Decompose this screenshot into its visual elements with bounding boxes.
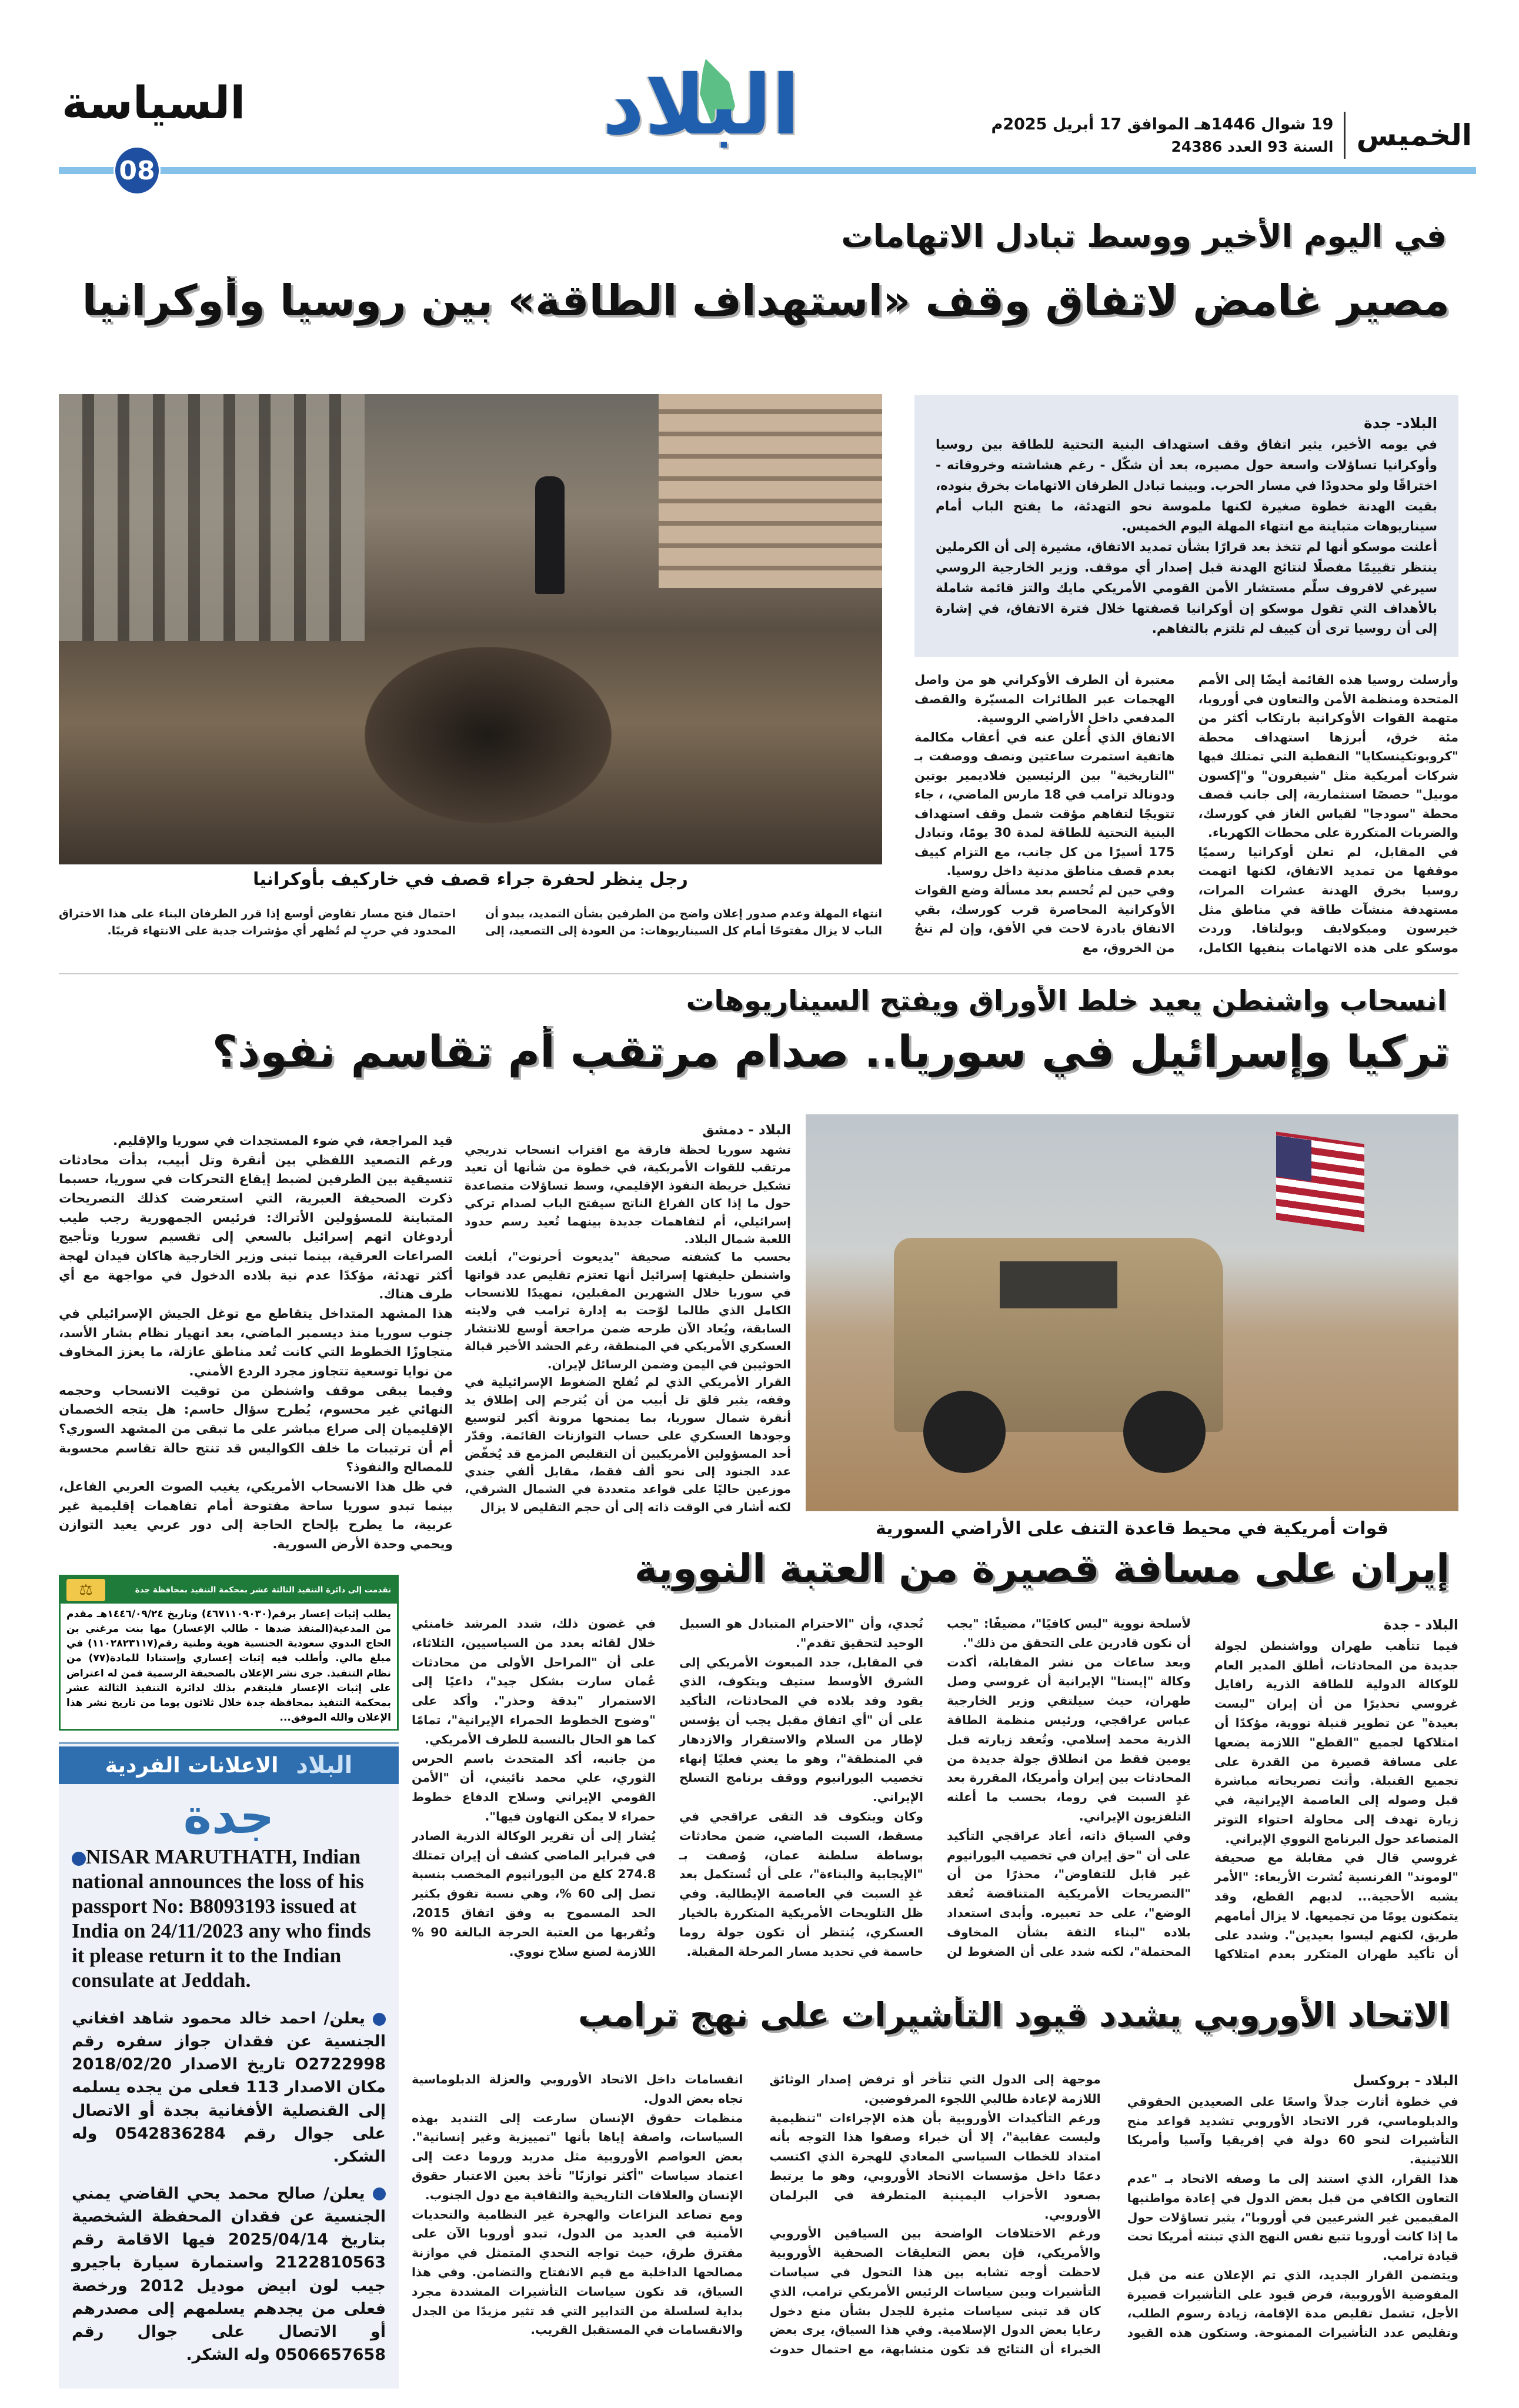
classifieds-header xyxy=(59,1746,399,1784)
article2-photo xyxy=(806,1114,1458,1511)
paragraph: ورغم التأكيدات الأوروبية بأن هذه الإجراءات "تنظيمية وليست عقابية"، إلا أن خبراء وصفوا هذا التوجه بأنه امتداد للخطاب السياسي المعادي للهجرة الذي اكتسب دعمًا داخل مؤسسات الاتحاد الأوروبي، وهو ما يرتبط بصعود الأحزاب اليمينية المتطرفة في البرلمان الأوروبي. xyxy=(769,2110,1101,2222)
classifieds-logo: البلاد xyxy=(296,1752,353,1779)
article1-photo xyxy=(59,394,882,864)
paragraph: في المقابل، لم تعلن أوكرانيا رسميًا موقفها من تمديد الاتفاق، لكنها اتهمت روسيا بخرق الهدنة عشرات المرات، مستهدفة منشآت طاقة في مناطق مثل خيرسون وميكولايف وبولتافا. وردت موسكو على هذه الاتهامات بنفيها الكامل، معتبرة أن الطرف الأوكراني هو من واصل الهجمات عبر الطائرات المسيّرة والقصف المدفعي داخل الأراضي الروسية. xyxy=(914,673,1458,955)
page-number: 08 xyxy=(119,155,155,186)
court-notice-title-bar xyxy=(61,1577,397,1604)
paragraph: الاتفاق الذي أُعلن عنه في أعقاب مكالمة هاتفية استمرت ساعتين ونصف ووصفت بـ "التاريخية" بين الرئيسين فلاديمير بوتين ودونالد ترامب في 18 مارس الماضي، ، جاء تتويجًا لتفاهم مؤقت شمل وقف استهداف البنية التحتية للطاقة لمدة 30 يومًا، وتبادل 175 أسيرًا من كل جانب، مع التزام كييف بعدم قصف مناطق مدنية داخل روسيا. xyxy=(914,730,1175,879)
paragraph: انتهاء المهلة وعدم صدور إعلان واضح من الطرفين بشأن التمديد، يبدو أن الباب لا يزال مفتوحًا أمام كل السيناريوهات: من العودة إلى التصعيد، إلى احتمال فتح مسار تفاوض أوسع إذا قرر الطرفان البناء على هذا الاختراق المحدود في حربٍ لم تُظهر أي مؤشرات جدية على الانتهاء قريبًا. xyxy=(59,907,882,937)
court-notice-ad xyxy=(59,1575,399,1731)
article2-kicker: انسحاب واشنطن يعيد خلط الأوراق ويفتح السيناريوهات xyxy=(686,985,1447,1017)
article4-byline: البلاد - بروكسل xyxy=(1353,2072,1458,2089)
classifieds-city: جدة xyxy=(183,1789,275,1845)
article3-byline: البلاد - جدة xyxy=(1383,1617,1458,1633)
paragraph: قيد المراجعة، في ضوء المستجدات في سوريا والإقليم. xyxy=(113,1134,453,1148)
flag-canton xyxy=(1276,1135,1311,1181)
paragraph: بحسب ما كشفته صحيفة "يديعوت أحرنوت"، أبلغت واشنطن حليفتها إسرائيل أنها تعتزم تقليص عدد قواتها في سوريا خلال الشهرين المقبلين، تمهيدًا للانسحاب الكامل الذي طالما لوّحت به إدارة ترامب في ولايته السابقة، ويُعاد الآن طرحه ضمن مراجعة أوسع للانتشار العسكري الأمريكي في المنطقة، رغم الحشد الأخير قبالة الحوثيين في اليمن وضمن الرسائل لإيران. xyxy=(465,1250,791,1371)
logo-text: البلاد xyxy=(602,58,800,153)
article3-headline: إيران على مسافة قصيرة من العتبة النووية xyxy=(634,1545,1450,1591)
paragraph: القرار الأمريكي الذي لم تُفلح الضغوط الإسرائيلية في وقفه، يثير قلق تل أبيب من أن يُترجم إلى إطلاق يد أنقرة شمال سوريا، بما يمنحها مرونة أكبر لتوسيع وجودها العسكري على حساب التوازنات القائمة. وقدّر أحد المسؤولين الأمريكيين أن التقليص المزمع قد يُخفّض عدد الجنود إلى نحو ألف فقط، مقابل ألفي جندي موزعين حاليًا على قواعد متعددة في الشمال الشرقي، لكنه أشار في الوقت ذاته إلى أن حجم التقليص لا يزال xyxy=(465,1375,791,1514)
bullet-icon xyxy=(373,2013,386,2026)
paragraph: وبعد ساعات من نشر المقابلة، أكدت وكالة "إيسنا" الإيرانية أن غروسي وصل طهران، حيث سيلتقي وزير الخارجية عباس عراقجي، ورئيس منظمة الطاقة الذرية محمد إسلامي. وتُعقد زيارته قبل يومين فقط من انطلاق جولة جديدة من المحادثات بين إيران وأمريكا، المقررة بعد غدٍ السبت في روما، بحسب ما أعلنه التلفزيون الإيراني. xyxy=(947,1655,1191,1823)
notice-english xyxy=(59,1845,399,1993)
paragraph: في خطوة أثارت جدلاً واسعًا على الصعيدين الحقوقي والدبلوماسي، قرر الاتحاد الأوروبي تشديد قواعد منح التأشيرات لنحو 60 دولة في إفريقيا وآسيا وأمريكا اللاتينية. xyxy=(1127,2094,1458,2167)
notice-arabic-2 xyxy=(59,2168,399,2366)
paragraph: منظمات حقوق الإنسان سارعت إلى التنديد بهذه السياسات، واصفة إياها بأنها "تمييزية وغير إنسانية". بعض العواصم الأوروبية مثل مدريد وروما دعت إلى اعتماد سياسات "أكثر توازنًا" تأخذ بعين الاعتبار حقوق الإنسان والعلاقات التاريخية والثقافية مع دول الجنوب. xyxy=(412,2110,743,2202)
article2-headline: تركيا وإسرائيل في سوريا.. صدام مرتقب أم تقاسم نفوذ؟ xyxy=(212,1026,1450,1077)
court-notice-text: يطلب إثبات إعسار برقم(٤٦٧١١٠٩٠٣٠) وتاريخ ١٤٤٦/٠٩/٢٤هـ مقدم من المدعية(المنفذ ضدها - طالب الإعسار) مها بنت مرغني بن الحاج البدوي سعودية الجنسية هوية وطنية رقم(١١٠٢٨٢٣١١٧) في مبلغ مالي. وأطلب فيه إثبات إعساري وإستنادا للمادة(٧٧) من نظام التنفيذ. جرى نشر الإعلان بالصحيفة الرسمية فمن له اعتراض على إثبات الإعسار فليتقدم بذلك لدائرة التنفيذ الثالثة عشر بمحكمة التنفيذ بمحافظة جدة خلال ثلاثون يوما من تاريخ نشر هذا الإعلان والله الموفق... xyxy=(66,1608,392,1724)
building-right xyxy=(659,394,882,588)
article4-body xyxy=(412,2070,1458,2364)
section-divider xyxy=(59,973,1458,974)
paragraph: ومع تصاعد النزاعات والهجرة غير النظامية والتحديات الأمنية في العديد من الدول، تبدو أوروبا الآن على مفترق طرق، حيث تواجه التحدي المتمثل في موازنة مصالحها الداخلية مع قيم الانفتاح والتضامن. وفي هذا السياق، قد تكون سياسات التأشيرات المشددة مجرد بداية لسلسلة من التدابير التي قد تثير مزيدًا من الجدل والانقسامات في المستقبل القريب. xyxy=(412,2207,743,2337)
paragraph: وفيما يبقى موقف واشنطن من توقيت الانسحاب وحجمه النهائي غير محسوم، يُطرح سؤال حاسم: هل يتجه الخصمان الإقليميان إلى صراع مباشر على ما تبقى من المشهد السوري؟ أم أن ترتيبات ما خلف الكواليس قد تنتج حالة تقاسم محسوبة للمصالح والنفوذ؟ xyxy=(59,1383,453,1475)
article1-byline: البلاد- جدة xyxy=(1364,415,1437,432)
paragraph: وكان ويتكوف قد التقى عراقجي في مسقط، السبت الماضي، ضمن محادثات بوساطة سلطنة عمان، وُصفت بـ "الإيجابية والبناءة"، على أن تُستكمل بعد غدٍ السبت في العاصمة الإيطالية. وفي ظل التلويحات الأمريكية المتكررة بالخيار العسكري، يُنتظر أن تكون جولة روما حاسمة في تحديد مسار المرحلة المقبلة. xyxy=(679,1809,923,1959)
notice-arabic-1 xyxy=(59,1993,399,2168)
page-number-badge xyxy=(113,146,161,195)
article1-body-continued xyxy=(59,906,882,953)
article1-kicker: في اليوم الأخير ووسط تبادل الاتهامات xyxy=(841,218,1447,255)
newspaper-logo xyxy=(602,58,800,162)
article1-photo-caption: رجل ينظر لحفرة جراء قصف في خاركيف بأوكرانيا xyxy=(253,869,688,890)
classifieds-title: الاعلانات الفردية xyxy=(105,1753,279,1778)
wheel xyxy=(923,1391,1006,1473)
article2-photo-caption: قوات أمريكية في محيط قاعدة التنف على الأراضي السورية xyxy=(875,1518,1389,1539)
paragraph: ويتضمن القرار الجديد، الذي تم الإعلان عنه من قبل المفوضية الأوروبية، فرض قيود على التأشيرات قصيرة الأجل، تشمل تقليص مدة الإقامة، زيادة رسوم الطلب، وتقليص عدد التأشيرات الممنوحة. وستكون هذه القيود موجهة إلى الدول التي تتأخر أو ترفض إصدار الوثائق اللازمة لإعادة طالبي اللجوء المرفوضين. xyxy=(769,2072,1458,2340)
paragraph: هذا القرار، الذي استند إلى ما وصفه الاتحاد بـ "عدم التعاون الكافي من قبل بعض الدول في إعادة مواطنيها المقيمين غير الشرعيين في أوروبا"، يثير تساؤلات حول ما إذا كانت أوروبا تتبع نفس النهج الذي تبنته أمريكا تحت قيادة ترامب. xyxy=(1127,2171,1458,2263)
paragraph: هذا المشهد المتداخل يتقاطع مع توغل الجيش الإسرائيلي في جنوب سوريا منذ ديسمبر الماضي، بعد انهيار نظام بشار الأسد، متجاوزًا الخطوط التي كانت تُعد مناطق عازلة، ما يعزز المخاوف من نوايا توسعية تتجاوز مجرد الردع الأمني. xyxy=(59,1307,453,1380)
article2-byline: البلاد - دمشق xyxy=(702,1123,791,1138)
bullet-icon xyxy=(72,1852,86,1866)
paragraph: يُشار إلى أن تقرير الوكالة الذرية الصادر في فبراير الماضي كشف أن إيران تمتلك 274.8 كلغ من اليورانيوم المخصب بنسبة تصل إلى 60 %، وهي نسبة تفوق بكثير الحد المسموح به وفق اتفاق 2015، وتُقربها من العتبة الحرجة البالغة 90 % اللازمة لصنع سلاح نووي. xyxy=(412,1828,656,1959)
damaged-building xyxy=(59,394,365,641)
notice-arabic-1-text: يعلن/ احمد خالد محمود شاهد افغاني الجنسية عن فقدان جواز سفره رقم O2722998 تاريخ الاصدار 2018/02/20 مكان الاصدار 113 فعلى من يجده يسلمه إلى القنصلية الأفغانية بجدة أو الاتصال على جوال رقم 0542836284 وله الشكر. xyxy=(72,2009,386,2166)
article1-headline: مصير غامض لاتفاق وقف «استهداف الطاقة» بين روسيا وأوكرانيا xyxy=(82,276,1450,326)
paragraph: تشهد سوريا لحظة فارقة مع اقتراب انسحاب تدريجي مرتقب للقوات الأمريكية، في خطوة من شأنها أن تعيد تشكيل خريطة النفوذ الإقليمي، وسط تساؤلات متصاعدة حول ما إذا كان الفراغ الناتج سيفتح الباب لصدام تركي إسرائيلي، أم لتفاهمات جديدة بينهما تُعيد رسم حدود اللعبة شمال البلاد. xyxy=(465,1142,791,1246)
article2-body-continued xyxy=(59,1132,453,1555)
day-label: الخميس xyxy=(1356,118,1472,152)
paragraph: في ظل هذا الانسحاب الأمريكي، يغيب الصوت العربي الفاعل، بينما تبدو سوريا ساحة مفتوحة أمام تفاهمات إقليمية غير عربية، ما يطرح بإلحاح الحاجة إلى دور عربي يعيد التوازن ويحمي وحدة الأرض السورية. xyxy=(59,1479,453,1552)
section-title: السياسة xyxy=(62,76,246,129)
paragraph: في غضون ذلك، شدد المرشد خامنئي خلال لقائه بعدد من السياسيين، الثلاثاء، على أن "المراحل الأولى من محادثات عُمان سارت بشكل جيد"، داعيًا إلى الاستمرار "بدقة وحذر". وأكد على "وضوح الخطوط الحمراء الإيرانية"، تمامًا كما هو الحال بالنسبة للطرف الأمريكي. xyxy=(412,1617,656,1746)
paragraph: من جانبه، أكد المتحدث باسم الحرس الثوري، علي محمد نائيني، أن "الأمن القومي الإيراني وسلاح الدفاع خطوط حمراء لا يمكن التهاون فيها". xyxy=(412,1751,656,1823)
article1-lead xyxy=(936,412,1437,640)
notice-english-text: NISAR MARUTHATH, Indian national announces the loss of his passport No: B8093193 issued at India on 24/11/2023 any who finds it please return it to the Indian consulate at Jeddah. xyxy=(72,1845,371,1992)
classifieds-box xyxy=(59,1742,399,2389)
notice-arabic-2-text: يعلن/ صالح محمد يحي القاضي يمني الجنسية عن فقدان المحفظة الشخصية بتاريخ 2025/04/14 فيها الاقامة رقم 2122810563 واستمارة سيارة باجيرو جيب لون ابيض موديل 2012 ورخصة فعلى من يجدهم يسلمهم إلى مصدرهم أو الاتصال على جوال رقم 0506657658 وله الشكر. xyxy=(72,2184,386,2364)
article2-body xyxy=(465,1120,791,1532)
paragraph: ورغم الاختلافات الواضحة بين السياقين الأوروبي والأمريكي، فإن بعض التعليقات الصحفية الأوروبية لاحظت أوجه تشابه بين هذا التحول في سياسات التأشيرات وبين سياسات الرئيس الأمريكي ترامب، الذي كان قد تبنى سياسات مثيرة للجدل بشأن منع دخول رعايا بعض الدول الإسلامية. وفي هذا السياق، يرى بعض الخبراء أن النتائج قد تكون متشابهة، مع احتمال حدوث انقسامات داخل الاتحاد الأوروبي والعزلة الدبلوماسية تجاه بعض الدول. xyxy=(412,2072,1101,2357)
paragraph: وفي السياق ذاته، أعاد عراقجي التأكيد على أن "حق إيران في تخصيب اليورانيوم غير قابل للتفاوض"، محذرًا من أن "التصريحات الأمريكية المتناقضة تُعقد الوضع"، على حد تعبيره. وأبدى استعداد بلاده "لبناء الثقة بشأن المخاوف المحتملة"، لكنه شدد على أن الضغوط لن تُجدي، وأن "الاحترام المتبادل هو السبيل الوحيد لتحقيق تقدم". xyxy=(679,1617,1191,1959)
article3-body xyxy=(412,1614,1458,1988)
issue-line: السنة 93 العدد 24386 xyxy=(1171,138,1334,155)
crater xyxy=(365,647,612,823)
paragraph: ورغم التصعيد اللفظي بين أنقرة وتل أبيب، بدأت محادثات تنسيقية بين الطرفين لضبط إيقاع التحركات في سوريا، حسبما ذكرت الصحيفة العبرية، التي استعرضت كذلك التصريحات المتباينة للمسؤولين الأتراك: فرئيس الجمهورية رجب طيب أردوغان اتهم إسرائيل بالسعي إلى تقسيم سوريا وتأجيج الصراعات العرقية، بينما تبنى وزير الخارجية هاكان فيدان لهجة أكثر تهدئة، مؤكدًا عدم نية بلاده الدخول في مواجهة مع أي طرف هناك. xyxy=(59,1153,453,1302)
article1-lead-box xyxy=(914,395,1458,657)
header-bar xyxy=(59,167,1476,174)
paragraph: في يومه الأخير، يثير اتفاق وقف استهداف البنية التحتية للطاقة بين روسيا وأوكرانيا تساؤلات واسعة حول مصيره، بعد أن شكّل - رغم هشاشته وخروقاته - اختراقًا ولو محدودًا في مسار الحرب. وبينما تبادل الطرفان الاتهامات بخرق بنوده، بقيت الهدنة خطوة صغيرة لكنها ملموسة نحو التهدئة، ما يفتح الباب أمام سيناريوهات متباينة مع انتهاء المهلة اليوم الخميس. xyxy=(936,437,1437,535)
paragraph: في المقابل، جدد المبعوث الأمريكي إلى الشرق الأوسط ستيف ويتكوف، الذي يقود وفد بلاده في المحادثات، التأكيد على أن "أي اتفاق مقبل يجب أن يؤسس لإطار من السلام والاستقرار والازدهار في المنطقة"، وهو ما يعني فعليًا إنهاء تخصيب اليورانيوم ووقف برنامج التسلح الإيراني. xyxy=(679,1655,923,1805)
paragraph: وفي حين لم تُحسم بعد مسألة وضع القوات الأوكرانية المحاصرة قرب كورسك، بقي الاتفاق بادرة لاحت في الأفق، وإن لم تنجُ من الخروق، مع xyxy=(914,883,1175,955)
divider xyxy=(1344,112,1346,159)
vehicle-window xyxy=(1000,1261,1117,1308)
article4-headline: الاتحاد الأوروبي يشدد قيود التأشيرات على نهج ترامب xyxy=(577,1996,1450,2035)
masthead-date xyxy=(991,112,1472,159)
paragraph: فيما تتأهب طهران وواشنطن لجولة جديدة من المحادثات، أطلق المدير العام للوكالة الدولية للطاقة الذرية رافايل غروسي تحذيرًا من أن إيران "ليست بعيدة" عن تطوير قنبلة نووية، مؤكدًا أن امتلاكها لجميع "القطع" اللازمة يضعها على مسافة قصيرة من القدرة على تجميع القنبلة. وأتت تصريحاته مباشرة قبل وصوله إلى العاصمة الإيرانية، في زيارة تهدف إلى محاولة احتواء التوتر المتصاعد حول البرنامج النووي الإيراني. xyxy=(1214,1638,1458,1846)
scales-of-justice-icon: ⚖ xyxy=(66,1579,105,1601)
paragraph: أعلنت موسكو أنها لم تتخذ بعد قرارًا بشأن تمديد الاتفاق، مشيرة إلى أن الكرملين ينتظر تقييمًا مفصلًا لنتائج الهدنة قبل إصدار أي موقف. وزير الخارجية الروسي سيرغي لافروف سلّم مستشار الأمن القومي الأمريكي مايك والتز قائمة شاملة بالأهداف التي تقول موسكو إن أوكرانيا قصفتها خلال فترة الاتفاق، في إشارة إلى أن روسيا ترى أن كييف لم تلتزم بالتفاهم. xyxy=(936,540,1437,637)
paragraph: غروسي قال في مقابلة مع صحيفة "لوموند" الفرنسية نُشرت الأربعاء: "الأمر يشبه الأحجية... لديهم القطع، وقد يتمكنون يومًا من تجميعها. لا يزال أمامهم طريق، لكنهم ليسوا بعيدين". وشدد على أن تأكيد طهران المتكرر بعدم امتلاكها لأسلحة نووية "ليس كافيًا"، مضيفًا: "يجب أن نكون قادرين على التحقق من ذلك". xyxy=(947,1617,1458,1962)
paragraph: وأرسلت روسيا هذه القائمة أيضًا إلى الأمم المتحدة ومنظمة الأمن والتعاون في أوروبا، متهمة القوات الأوكرانية بارتكاب أكثر من مئة خرق، أبرزها استهداف محطة "كروبوتكينسكايا" النفطية التي تمتلك فيها شركات أمريكية مثل "شيفرون" و"إكسون موبيل" حصصًا استثمارية، إلى جانب قصف محطة "سودجا" لقياس الغاز في كورسك، والضربات المتكررة على محطات الكهرباء. xyxy=(1198,673,1458,840)
wheel xyxy=(1123,1391,1206,1473)
court-notice-title: تقدمت إلى دائرة التنفيذ الثالثة عشر بمحكمة التنفيذ بمحافظة جدة xyxy=(135,1585,391,1595)
article1-body xyxy=(914,670,1458,964)
man-figure xyxy=(535,476,565,594)
bullet-icon xyxy=(373,2187,386,2200)
date-line: 19 شوال 1446هـ الموافق 17 أبريل 2025م xyxy=(991,115,1334,133)
